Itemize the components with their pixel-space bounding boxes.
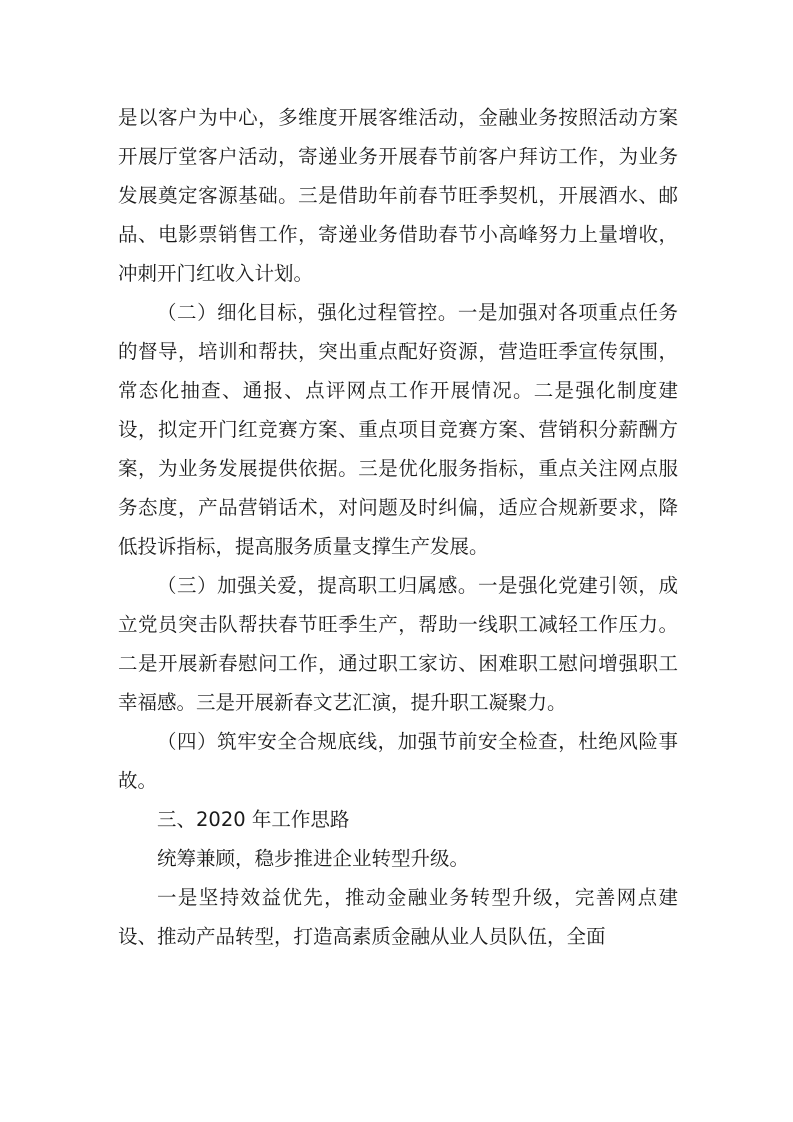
section-heading-3: 三、2020 年工作思路	[157, 808, 350, 831]
paragraph-1: 是以客户为中心，多维度开展客维活动，金融业务按照活动方案开展厅堂客户活动，寄递业务开展春节前客户拜访工作，为业务发展奠定客源基础。三是借助年前春节旺季契机，开展酒水、邮品、电影票销售工作，寄递业务借助春节小高峰努力上量增收，冲刺开门红收入计划。	[118, 106, 678, 285]
paragraph-6: 一是坚持效益优先，推动金融业务转型升级，完善网点建设、推动产品转型，打造高素质金融从业人员队伍，全面	[118, 886, 678, 948]
paragraph-3-lead: （三）加强关爱，提高职工归属感。	[157, 574, 478, 597]
paragraph-3	[118, 566, 678, 722]
paragraph-3-body: 一是强化党建引领，成立党员突击队帮扶春节旺季生产，帮助一线职工减轻工作压力。二是开展新春慰问工作，通过职工家访、困难职工慰问增强职工幸福感。三是开展新春文艺汇演，提升职工凝聚力。	[118, 574, 678, 714]
paragraph-5: 统筹兼顾，稳步推进企业转型升级。	[157, 847, 470, 870]
paragraph-4: （四）筑牢安全合规底线，加强节前安全检查，杜绝风险事故。	[118, 730, 678, 792]
paragraph-2	[118, 293, 678, 566]
document-body	[118, 98, 678, 956]
paragraph-2-lead: （二）细化目标，强化过程管控。	[157, 301, 458, 324]
paragraph-2-body: 一是加强对各项重点任务的督导，培训和帮扶，突出重点配好资源，营造旺季宣传氛围，常态化抽查、通报、点评网点工作开展情况。二是强化制度建设，拟定开门红竞赛方案、重点项目竞赛方案、营销积分薪酬方案，为业务发展提供依据。三是优化服务指标，重点关注网点服务态度，产品营销话术，对问题及时纠偏，适应合规新要求，降低投诉指标，提高服务质量支撑生产发展。	[118, 301, 678, 558]
